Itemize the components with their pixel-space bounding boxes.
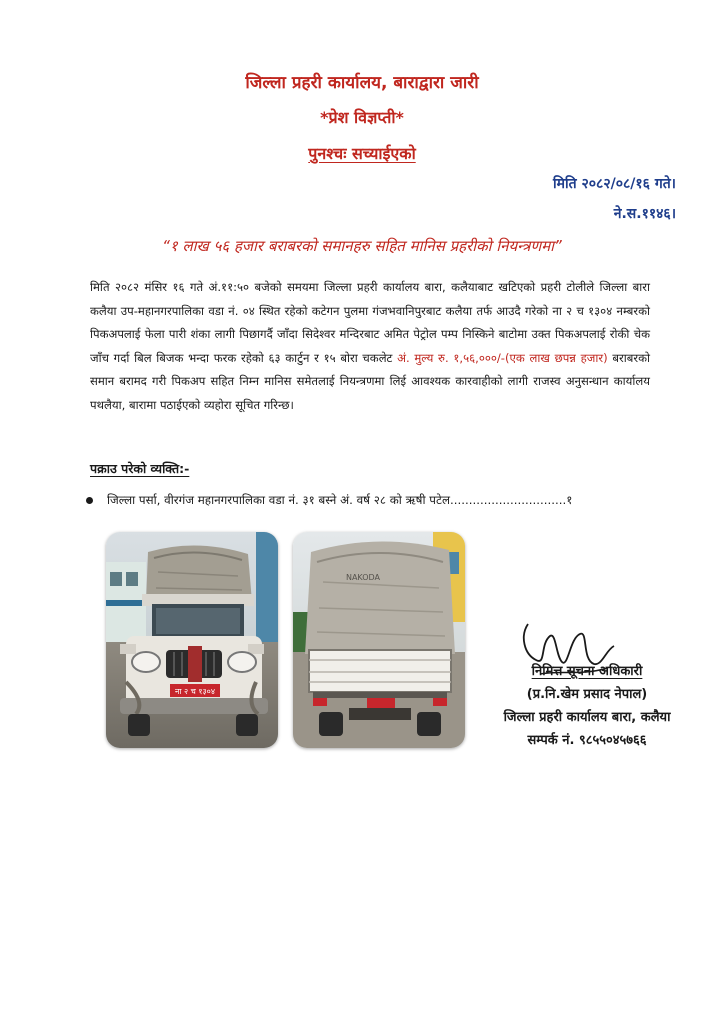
bullet-icon: [86, 497, 93, 504]
number-plate-text: ना २ च १३०४: [174, 687, 216, 696]
body-value-highlight: अं. मुल्य रु. १,५६,०००/-(एक लाख छपन्न हजार): [397, 350, 608, 365]
pickup-rear-photo: [293, 532, 465, 748]
arrested-person-item: [86, 492, 656, 508]
press-release-title: *प्रेश विज्ञप्ती*: [320, 108, 404, 127]
body-paragraph: [90, 276, 650, 418]
signatory-name: (प्र.नि.खेम प्रसाद नेपाल): [526, 687, 648, 702]
office-heading: जिल्ला प्रहरी कार्यालय, बाराद्वारा जारी: [245, 73, 479, 93]
body-text-before: मिति २०८२ मंसिर १६ गते अं.११:५० बजेको समयमा जिल्ला प्रहरी कार्यालय बारा, कलैयाबाट खटिएको प्रहरी टोलीले जिल्ला बारा कलैया उप-महानगरपालिका वडा नं. ०४ स्थित रहेको कटेगन पुलमा गंजभवानिपुरबाट कलैया तर्फ आउदै गरेको ना २ च १३०४ नम्बरको पिकअपलाई फेला पारी शंका लागी पिछागर्दै जाँदा सिदेश्वर मन्दिरबाट अमित पेट्रोल पम्प निस्किने बाटोमा उक्त पिकअपलाई रोकी चेक जाँच गर्दा बिल बिजक भन्दा फरक रहेको ६३ कार्टुन र १५ बोरा चकलेट: [90, 280, 650, 365]
signatory-contact: सम्पर्क नं. ९८५५०४५७६६: [527, 733, 647, 748]
arrested-person-text: जिल्ला पर्सा, वीरगंज महानगरपालिका वडा नं. ३१ बस्ने अं. वर्ष २८ को ऋषी पटेल...............................१: [107, 493, 573, 507]
signatory-office: जिल्ला प्रहरी कार्यालय बारा, कलैया: [503, 710, 671, 725]
subject-line: “१ लाख ५६ हजार बराबरको समानहरु सहित मानिस प्रहरीको नियन्त्रणमा”: [162, 237, 562, 255]
tarp-text: NAKODA: [345, 573, 381, 582]
body-text-after: बराबरको समान बरामद गरी पिकअप सहित निम्न मानिस समेतलाई नियन्त्रणमा लिई आवश्यक कारवाहीको लागी राजस्व अनुसन्धान कार्यालय पथलैया, बारामा पठाईएको व्यहोरा सूचित गरिन्छ।: [90, 350, 650, 412]
signature-block: [476, 660, 698, 752]
arrested-heading: पक्राउ परेको व्यक्ति:-: [90, 461, 190, 476]
reference-number: ने.स.११४६।: [613, 206, 676, 222]
signatory-title: निमित्त सूचना अधिकारी: [531, 664, 643, 679]
pickup-front-photo: [106, 532, 278, 748]
release-date: मिति २०८२/०८/१६ गते।: [553, 176, 676, 192]
revised-notice: पुनश्चः सच्याईएको: [308, 144, 416, 163]
